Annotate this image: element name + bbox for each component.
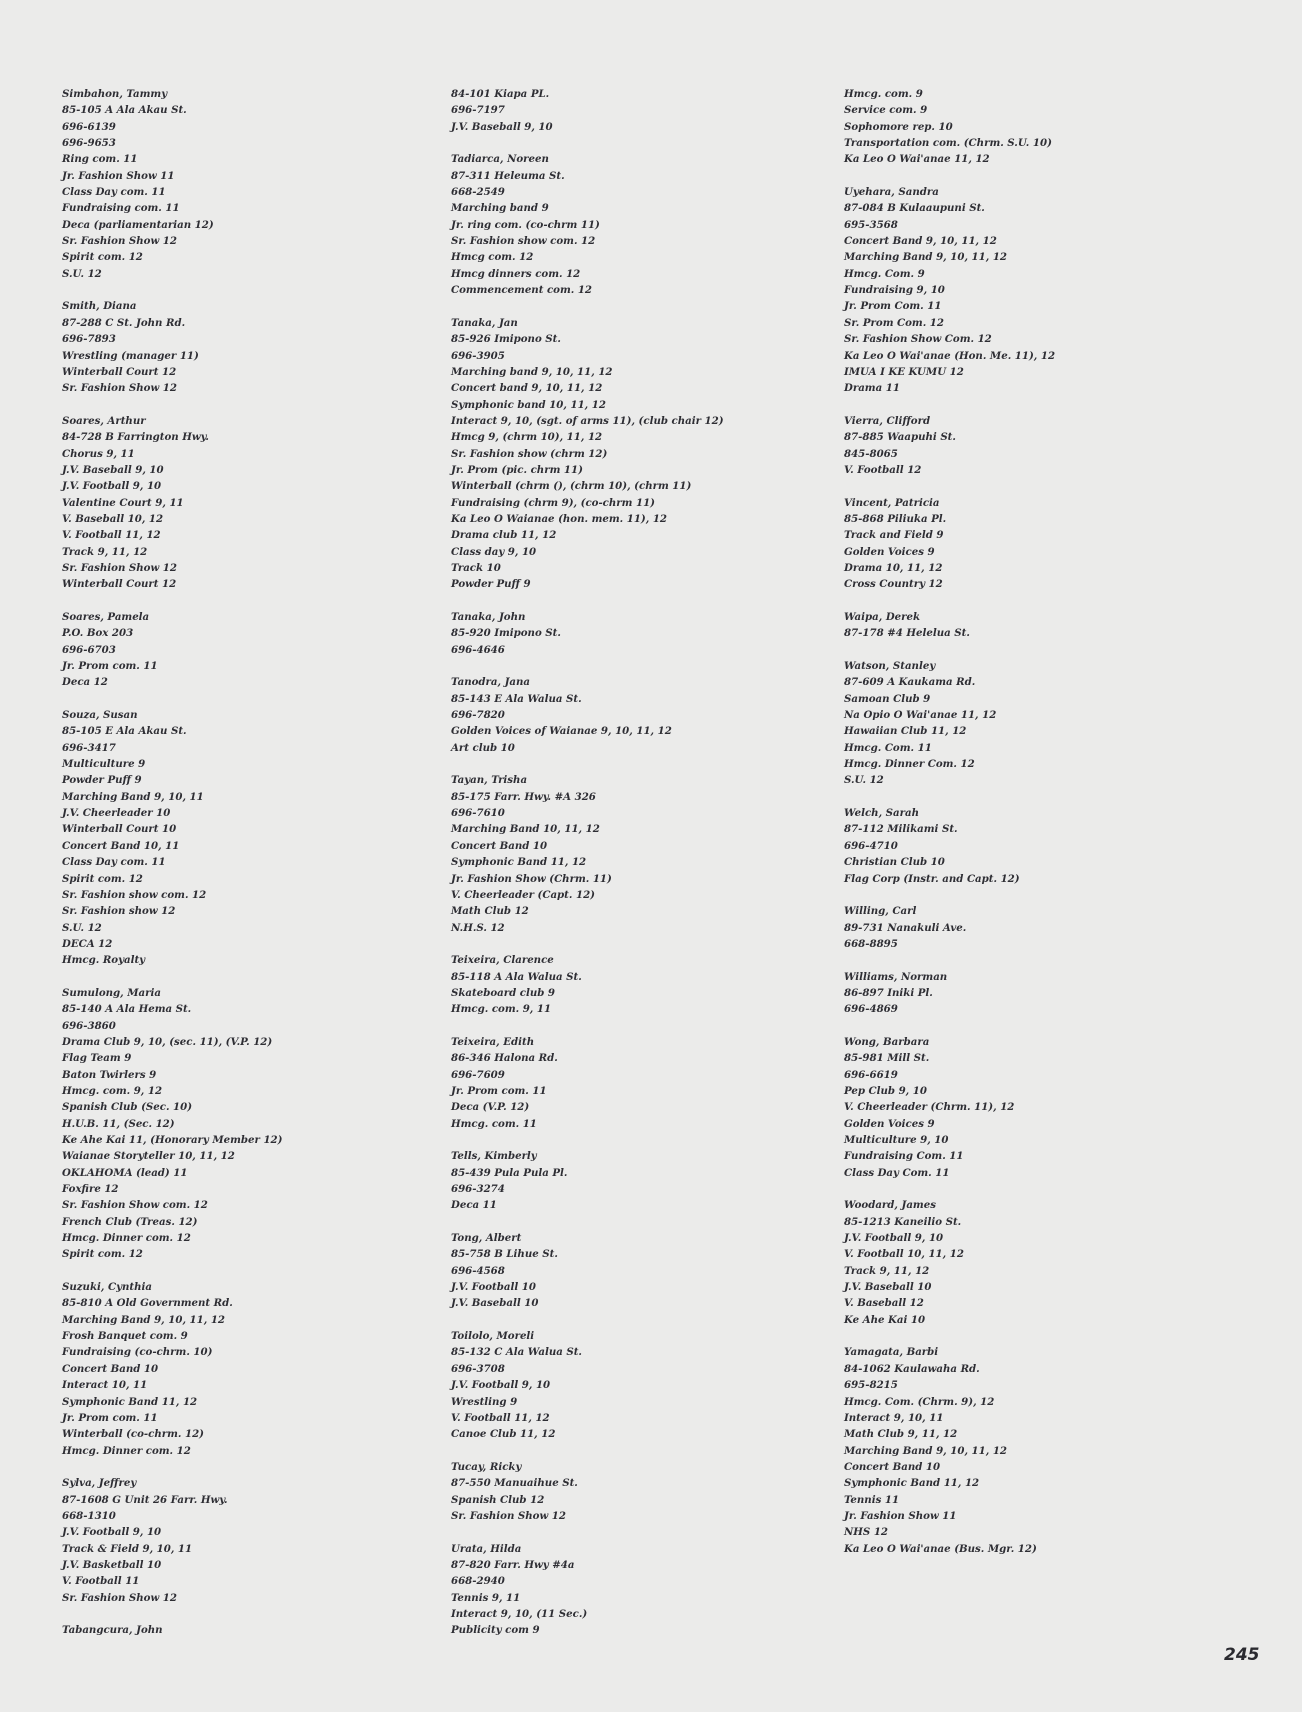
student-entry (844, 903, 1055, 952)
student-name: Suzuki, Cynthia (62, 1281, 152, 1294)
entry-line: Ka Leo O Wai'anae 11, 12 (844, 153, 990, 166)
entry-line: J.V. Baseball 9, 10 (451, 120, 553, 133)
student-entry (451, 609, 724, 658)
entry-line: 85-140 A Ala Hema St. (62, 1003, 192, 1016)
entry-line: Fundraising (co-chrm. 10) (62, 1346, 213, 1359)
entry-line: 696-4710 (844, 839, 898, 852)
entry-line: Golden Voices 9 (844, 1117, 935, 1130)
entry-line: Spanish Club 12 (451, 1493, 545, 1506)
entry-line: 696-7197 (451, 104, 505, 117)
entry-line: 87-885 Waapuhi St. (844, 431, 956, 444)
student-name: Vierra, Clifford (844, 414, 931, 427)
entry-line: Ka Leo O Wai'anae (Bus. Mgr. 12) (844, 1542, 1037, 1555)
entry-line: V. Cheerleader (Capt. 12) (451, 888, 595, 901)
entry-line: 668-1310 (62, 1509, 116, 1522)
entry-line: Deca 11 (451, 1199, 497, 1212)
entry-line: Hmcg. Com. 11 (844, 741, 932, 754)
entry-line: Wrestling 9 (451, 1395, 518, 1408)
entry-line: 696-4568 (451, 1264, 505, 1277)
entry-line: 87-112 Milikami St. (844, 823, 958, 836)
student-entry (451, 86, 724, 135)
entry-line: 85-758 B Lihue St. (451, 1248, 558, 1261)
entry-line: V. Football 11, 12 (62, 529, 161, 542)
student-entry (62, 1279, 282, 1459)
student-entry (451, 1459, 724, 1524)
entry-line: 696-6139 (62, 120, 116, 133)
entry-line: Deca (parliamentarian 12) (62, 218, 214, 231)
entry-line: J.V. Baseball 10 (451, 1297, 539, 1310)
entry-line: Drama club 11, 12 (451, 529, 557, 542)
entry-line: Winterball (chrm (), (chrm 10), (chrm 11) (451, 480, 692, 493)
student-entry (844, 1034, 1055, 1181)
student-name: Tayan, Trisha (451, 774, 528, 787)
student-entry (844, 658, 1055, 789)
entry-line: Concert Band 9, 10, 11, 12 (844, 235, 997, 248)
student-entry (451, 1148, 724, 1213)
entry-line: Golden Voices of Waianae 9, 10, 11, 12 (451, 725, 672, 738)
entry-line: Hmcg. Dinner com. 12 (62, 1444, 191, 1457)
entry-line: Marching Band 9, 10, 11, 12 (844, 251, 1007, 264)
entry-line: V. Football 10, 11, 12 (844, 1248, 964, 1261)
entry-line: Fundraising 9, 10 (844, 284, 945, 297)
entry-line: Class Day com. 11 (62, 186, 166, 199)
entry-line: 84-1062 Kaulawaha Rd. (844, 1362, 980, 1375)
entry-line: J.V. Football 10 (451, 1281, 536, 1294)
entry-line: Chorus 9, 11 (62, 447, 135, 460)
entry-line: Drama 10, 11, 12 (844, 561, 943, 574)
entry-line: Concert band 9, 10, 11, 12 (451, 382, 603, 395)
student-name: Simbahon, Tammy (62, 88, 168, 100)
student-name: Tabangcura, John (62, 1624, 163, 1637)
entry-line: Marching Band 9, 10, 11, 12 (844, 1444, 1007, 1457)
entry-line: Hmcg dinners com. 12 (451, 267, 581, 280)
entry-line: Class Day com. 11 (62, 856, 166, 869)
entry-line: Flag Team 9 (62, 1052, 132, 1065)
entry-line: Wrestling (manager 11) (62, 349, 199, 362)
entry-line: Hmcg. com. 11 (451, 1117, 537, 1130)
entry-line: Sr. Fashion Show Com. 12 (844, 333, 992, 346)
entry-line: 696-4869 (844, 1003, 898, 1016)
entry-line: Track 9, 11, 12 (62, 545, 148, 558)
entry-line: Sr. Fashion Show 12 (62, 382, 177, 395)
entry-line: Marching Band 10, 11, 12 (451, 823, 600, 836)
entry-line: Powder Puff 9 (451, 578, 531, 591)
entry-line: Multiculture 9, 10 (844, 1134, 949, 1146)
entry-line: Concert Band 10 (844, 1460, 941, 1473)
entry-line: 87-550 Manuaihue St. (451, 1477, 578, 1490)
student-entry (844, 1344, 1055, 1556)
student-entry (844, 1197, 1055, 1328)
student-entry (844, 609, 1055, 642)
entry-line: 668-2549 (451, 186, 505, 199)
student-name: Tanaka, John (451, 611, 526, 623)
entry-line: Interact 10, 11 (62, 1379, 148, 1392)
entry-line: 87-288 C St. John Rd. (62, 316, 186, 329)
student-name: Tanodra, Jana (451, 676, 531, 689)
entry-line: 696-9653 (62, 137, 116, 150)
student-entry (451, 151, 724, 298)
entry-line: Sr. Fashion show 12 (62, 905, 176, 918)
entry-line: V. Baseball 10, 12 (62, 512, 164, 525)
student-entry (451, 1541, 724, 1639)
entry-line: V. Football 11, 12 (451, 1411, 550, 1424)
entry-line: Cross Country 12 (844, 578, 943, 591)
entry-line: Tennis 9, 11 (451, 1591, 521, 1604)
student-name: Tong, Albert (451, 1232, 522, 1245)
entry-line: Marching band 9, 10, 11, 12 (451, 365, 613, 378)
entry-line: Waianae Storyteller 10, 11, 12 (62, 1150, 235, 1163)
entry-line: Jr. Fashion Show 11 (62, 169, 175, 182)
entry-line: French Club (Treas. 12) (62, 1215, 198, 1228)
entry-line: Samoan Club 9 (844, 692, 931, 705)
entry-line: Service com. 9 (844, 104, 928, 117)
entry-line: 695-8215 (844, 1379, 898, 1392)
student-name: Yamagata, Barbi (844, 1346, 939, 1359)
entry-line: 89-731 Nanakuli Ave. (844, 921, 967, 934)
entry-line: Art club 10 (451, 741, 515, 754)
student-entry (844, 805, 1055, 887)
entry-line: Canoe Club 11, 12 (451, 1428, 556, 1441)
entry-line: Marching Band 9, 10, 11, 12 (62, 1313, 225, 1326)
entry-line: Fundraising Com. 11 (844, 1150, 964, 1163)
entry-line: V. Football 12 (844, 463, 922, 476)
entry-line: 84-728 B Farrington Hwy. (62, 431, 209, 444)
entry-line: Fundraising (chrm 9), (co-chrm 11) (451, 496, 655, 509)
student-name: Williams, Norman (844, 970, 948, 983)
entry-line: 85-920 Imipono St. (451, 627, 561, 640)
entry-line: Sr. Fashion Show 12 (451, 1509, 566, 1522)
student-name: Sumulong, Maria (62, 986, 161, 999)
entry-line: Na Opio O Wai'anae 11, 12 (844, 709, 997, 722)
student-entry (844, 86, 1055, 168)
student-name: Tells, Kimberly (451, 1150, 537, 1163)
entry-line: V. Cheerleader (Chrm. 11), 12 (844, 1101, 1015, 1114)
entry-line: Christian Club 10 (844, 856, 945, 869)
directory-column-3 (844, 86, 1055, 1573)
entry-line: Spirit com. 12 (62, 251, 143, 264)
entry-line: S.U. 12 (62, 267, 102, 280)
entry-line: 87-609 A Kaukama Rd. (844, 676, 976, 689)
entry-line: 85-868 Piliuka Pl. (844, 512, 947, 525)
student-entry (62, 298, 282, 396)
entry-line: 85-132 C Ala Walua St. (451, 1346, 582, 1359)
entry-line: Hmcg. com. 9, 12 (62, 1084, 163, 1097)
student-entry (844, 969, 1055, 1018)
entry-line: Deca 12 (62, 676, 108, 689)
student-name: Smith, Diana (62, 300, 137, 313)
student-entry (844, 495, 1055, 593)
entry-line: Sr. Prom Com. 12 (844, 316, 944, 329)
entry-line: 87-084 B Kulaaupuni St. (844, 202, 985, 215)
entry-line: Commencement com. 12 (451, 284, 593, 297)
entry-line: J.V. Football 9, 10 (62, 480, 162, 493)
student-name: Soares, Arthur (62, 414, 146, 427)
entry-line: 85-143 E Ala Walua St. (451, 692, 582, 705)
entry-line: 85-810 A Old Government Rd. (62, 1297, 233, 1310)
entry-line: 696-7610 (451, 807, 505, 820)
entry-line: 85-175 Farr. Hwy. #A 326 (451, 790, 596, 803)
entry-line: Spanish Club (Sec. 10) (62, 1101, 193, 1114)
student-name: Sylva, Jeffrey (62, 1477, 137, 1490)
entry-line: Ke Ahe Kai 11, (Honorary Member 12) (62, 1134, 283, 1146)
entry-line: 696-7609 (451, 1068, 505, 1081)
student-name: Welch, Sarah (844, 807, 919, 820)
entry-line: Publicity com 9 (451, 1624, 540, 1637)
entry-line: NHS 12 (844, 1526, 889, 1539)
entry-line: 85-105 A Ala Akau St. (62, 104, 187, 117)
entry-line: Symphonic Band 11, 12 (451, 856, 587, 869)
entry-line: 695-3568 (844, 218, 898, 231)
entry-line: Powder Puff 9 (62, 774, 142, 787)
entry-line: 696-3417 (62, 741, 116, 754)
entry-line: Winterball Court 12 (62, 578, 177, 591)
entry-line: Interact 9, 10, (sgt. of arms 11), (club chair 12) (451, 414, 724, 427)
entry-line: J.V. Baseball 9, 10 (62, 463, 164, 476)
page-number: 245 (1224, 1645, 1260, 1665)
entry-line: Deca (V.P. 12) (451, 1101, 530, 1114)
entry-line: Hawaiian Club 11, 12 (844, 725, 967, 738)
entry-line: Symphonic band 10, 11, 12 (451, 398, 606, 411)
entry-line: Marching band 9 (451, 202, 549, 215)
entry-line: 845-8065 (844, 447, 898, 460)
entry-line: J.V. Football 9, 10 (844, 1232, 944, 1245)
student-entry (451, 315, 724, 593)
entry-line: 696-3860 (62, 1019, 116, 1032)
student-name: Willing, Carl (844, 905, 917, 918)
entry-line: Hmcg. Com. 9 (844, 267, 925, 280)
entry-line: Frosh Banquet com. 9 (62, 1330, 188, 1343)
entry-line: Jr. Fashion Show (Chrm. 11) (451, 872, 612, 885)
entry-line: Jr. Prom com. 11 (62, 660, 158, 673)
student-entry (451, 1230, 724, 1312)
entry-line: Math Club 9, 11, 12 (844, 1428, 958, 1441)
entry-line: Jr. Prom (pic. chrm 11) (451, 463, 583, 476)
entry-line: Jr. Prom Com. 11 (844, 300, 942, 313)
entry-line: 87-178 #4 Helelua St. (844, 627, 970, 640)
entry-line: 87-1608 G Unit 26 Farr. Hwy. (62, 1493, 228, 1506)
student-entry (451, 1034, 724, 1132)
entry-line: Spirit com. 12 (62, 1248, 143, 1261)
entry-line: Skateboard club 9 (451, 986, 555, 999)
entry-line: Track 10 (451, 561, 501, 574)
student-name: Tadiarca, Noreen (451, 153, 549, 166)
entry-line: Jr. Prom com. 11 (451, 1084, 547, 1097)
student-entry (451, 772, 724, 935)
student-name: Soares, Pamela (62, 611, 150, 623)
entry-line: Pep Club 9, 10 (844, 1084, 927, 1097)
entry-line: 84-101 Kiapa PL. (451, 88, 550, 100)
entry-line: Concert Band 10, 11 (62, 839, 180, 852)
entry-line: Concert Band 10 (451, 839, 548, 852)
entry-line: 668-2940 (451, 1575, 505, 1588)
student-name: Teixeira, Edith (451, 1035, 535, 1048)
entry-line: Track 9, 11, 12 (844, 1264, 930, 1277)
entry-line: Math Club 12 (451, 905, 529, 918)
entry-line: N.H.S. 12 (451, 921, 505, 934)
student-name: Woodard, James (844, 1199, 936, 1212)
entry-line: V. Football 11 (62, 1575, 140, 1588)
entry-line: J.V. Football 9, 10 (451, 1379, 551, 1392)
entry-line: S.U. 12 (62, 921, 102, 934)
entry-line: Flag Corp (Instr. and Capt. 12) (844, 872, 1020, 885)
entry-line: 85-981 Mill St. (844, 1052, 930, 1065)
entry-line: Sr. Fashion show com. 12 (62, 888, 207, 901)
student-entry (62, 707, 282, 969)
student-entry (844, 184, 1055, 396)
entry-line: Hmcg. Com. (Chrm. 9), 12 (844, 1395, 995, 1408)
entry-line: Sr. Fashion Show 12 (62, 235, 177, 248)
entry-line: Multiculture 9 (62, 758, 146, 771)
entry-line: Jr. Fashion Show 11 (844, 1509, 957, 1522)
student-entry (62, 985, 282, 1263)
entry-line: S.U. 12 (844, 774, 884, 787)
student-entry (844, 413, 1055, 478)
entry-line: Hmcg. com. 9, 11 (451, 1003, 552, 1016)
entry-line: Symphonic Band 11, 12 (844, 1477, 980, 1490)
student-name: Urata, Hilda (451, 1542, 522, 1555)
entry-line: Sr. Fashion Show com. 12 (62, 1199, 208, 1212)
entry-line: 86-346 Halona Rd. (451, 1052, 558, 1065)
student-entry (451, 1328, 724, 1442)
entry-line: Winterball Court 10 (62, 823, 177, 836)
entry-line: 696-4646 (451, 643, 505, 656)
entry-line: Golden Voices 9 (844, 545, 935, 558)
student-name: Waipa, Derek (844, 611, 921, 623)
entry-line: 87-311 Heleuma St. (451, 169, 565, 182)
entry-line: DECA 12 (62, 937, 113, 950)
entry-line: H.U.B. 11, (Sec. 12) (62, 1117, 175, 1130)
entry-line: Spirit com. 12 (62, 872, 143, 885)
entry-line: Hmcg 9, (chrm 10), 11, 12 (451, 431, 603, 444)
entry-line: Symphonic Band 11, 12 (62, 1395, 198, 1408)
entry-line: 696-6703 (62, 643, 116, 656)
entry-line: 85-118 A Ala Walua St. (451, 970, 582, 983)
entry-line: Class day 9, 10 (451, 545, 537, 558)
entry-line: 85-1213 Kaneilio St. (844, 1215, 962, 1228)
student-name: Tucay, Ricky (451, 1460, 522, 1473)
student-entry (62, 86, 282, 282)
directory-column-2 (451, 86, 724, 1655)
entry-line: Interact 9, 10, (11 Sec.) (451, 1607, 588, 1620)
entry-line: Hmcg. Royalty (62, 954, 146, 967)
entry-line: Valentine Court 9, 11 (62, 496, 184, 509)
entry-line: Sr. Fashion Show 12 (62, 1591, 177, 1604)
entry-line: V. Baseball 12 (844, 1297, 924, 1310)
entry-line: OKLAHOMA (lead) 11 (62, 1166, 188, 1179)
entry-line: 87-820 Farr. Hwy #4a (451, 1558, 575, 1571)
entry-line: 696-3274 (451, 1183, 505, 1196)
entry-line: Jr. Prom com. 11 (62, 1411, 158, 1424)
entry-line: Jr. ring com. (co-chrm 11) (451, 218, 600, 231)
student-name: Souza, Susan (62, 709, 138, 722)
entry-line: 696-7820 (451, 709, 505, 722)
entry-line: Sr. Fashion Show 12 (62, 561, 177, 574)
entry-line: Concert Band 10 (62, 1362, 159, 1375)
entry-line: Winterball Court 12 (62, 365, 177, 378)
entry-line: J.V. Baseball 10 (844, 1281, 932, 1294)
entry-line: Winterball (co-chrm. 12) (62, 1428, 204, 1441)
entry-line: Interact 9, 10, 11 (844, 1411, 944, 1424)
entry-line: Sr. Fashion show (chrm 12) (451, 447, 608, 460)
entry-line: J.V. Cheerleader 10 (62, 807, 171, 820)
student-name: Teixeira, Clarence (451, 954, 554, 967)
entry-line: Tennis 11 (844, 1493, 900, 1506)
student-name: Wong, Barbara (844, 1035, 930, 1048)
entry-line: Sr. Fashion show com. 12 (451, 235, 596, 248)
student-entry (451, 952, 724, 1017)
entry-line: Baton Twirlers 9 (62, 1068, 157, 1081)
student-entry (62, 413, 282, 593)
entry-line: Ka Leo O Wai'anae (Hon. Me. 11), 12 (844, 349, 1056, 362)
entry-line: Ring com. 11 (62, 153, 138, 166)
student-name: Watson, Stanley (844, 660, 936, 673)
entry-line: Hmcg com. 12 (451, 251, 534, 264)
entry-line: P.O. Box 203 (62, 627, 134, 640)
student-name: Vincent, Patricia (844, 496, 940, 509)
entry-line: 696-3905 (451, 349, 505, 362)
entry-line: Hmcg. Dinner com. 12 (62, 1232, 191, 1245)
entry-line: IMUA I KE KUMU 12 (844, 365, 964, 378)
entry-line: Marching Band 9, 10, 11 (62, 790, 204, 803)
entry-line: 668-8895 (844, 937, 898, 950)
entry-line: Sophomore rep. 10 (844, 120, 953, 133)
entry-line: Track and Field 9 (844, 529, 944, 542)
student-name: Uyehara, Sandra (844, 186, 939, 199)
entry-line: 85-105 E Ala Akau St. (62, 725, 187, 738)
student-entry (62, 609, 282, 691)
entry-line: Transportation com. (Chrm. S.U. 10) (844, 137, 1052, 150)
entry-line: 696-3708 (451, 1362, 505, 1375)
entry-line: 696-7893 (62, 333, 116, 346)
student-entry (62, 1475, 282, 1606)
entry-line: Hmcg. com. 9 (844, 88, 923, 100)
entry-line: Ke Ahe Kai 10 (844, 1313, 926, 1326)
entry-line: Foxfire 12 (62, 1183, 119, 1196)
directory-column-1 (62, 86, 282, 1655)
entry-line: 86-897 Iniki Pl. (844, 986, 933, 999)
entry-line: Drama Club 9, 10, (sec. 11), (V.P. 12) (62, 1035, 273, 1048)
entry-line: Class Day Com. 11 (844, 1166, 950, 1179)
entry-line: J.V. Football 9, 10 (62, 1526, 162, 1539)
entry-line: 696-6619 (844, 1068, 898, 1081)
entry-line: Ka Leo O Waianae (hon. mem. 11), 12 (451, 512, 667, 525)
student-entry (451, 674, 724, 756)
student-name: Toilolo, Moreli (451, 1330, 535, 1343)
entry-line: Fundraising com. 11 (62, 202, 180, 215)
entry-line: Hmcg. Dinner Com. 12 (844, 758, 975, 771)
student-entry (62, 1622, 282, 1638)
entry-line: J.V. Basketball 10 (62, 1558, 162, 1571)
entry-line: 85-439 Pula Pula Pl. (451, 1166, 568, 1179)
entry-line: Drama 11 (844, 382, 900, 395)
entry-line: 85-926 Imipono St. (451, 333, 561, 346)
student-name: Tanaka, Jan (451, 316, 518, 329)
entry-line: Track & Field 9, 10, 11 (62, 1542, 193, 1555)
